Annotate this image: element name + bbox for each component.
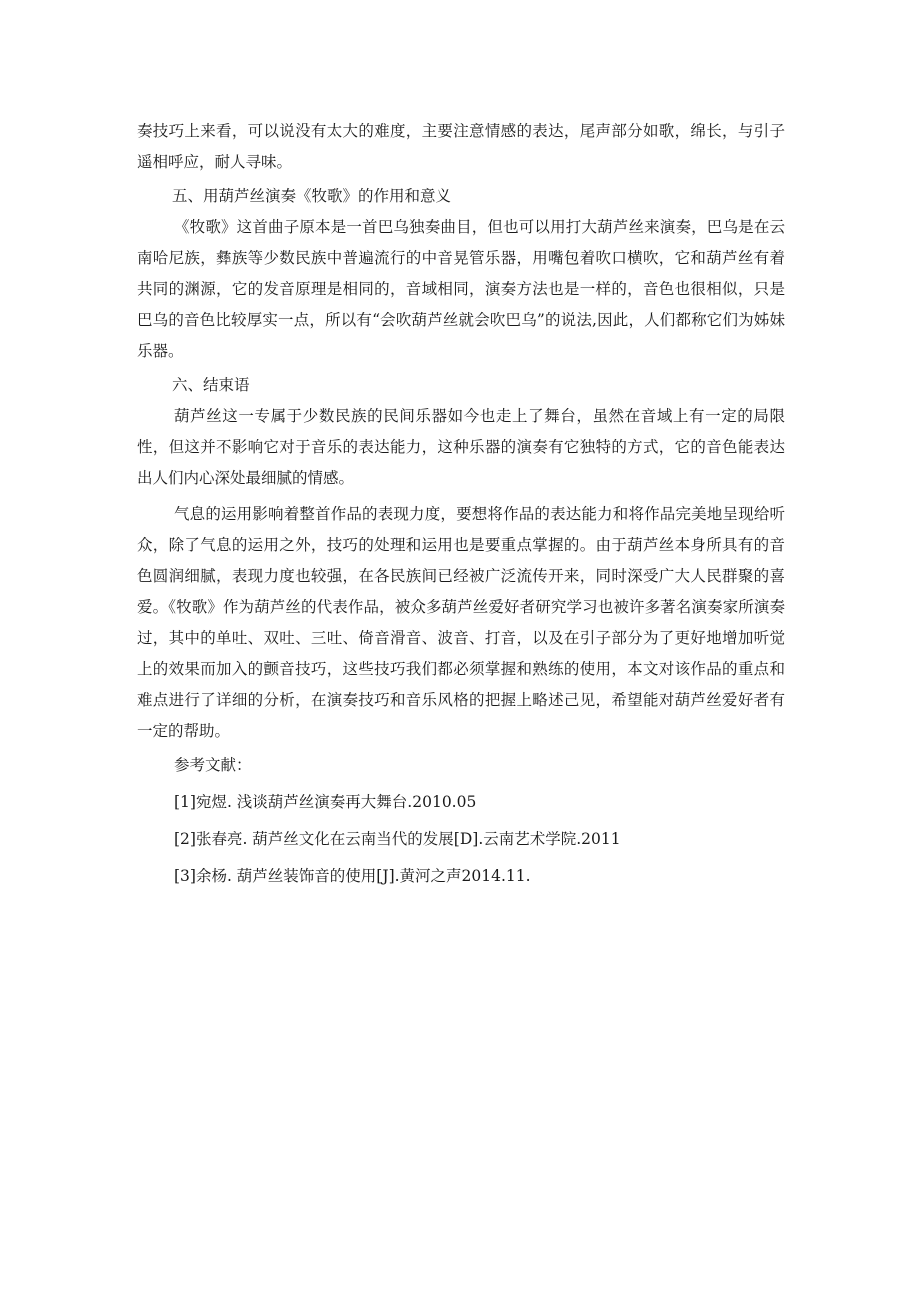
reference-item: [2]张春亮. 葫芦丝文化在云南当代的发展[D].云南艺术学院.2011 xyxy=(174,830,621,848)
paragraph-conclusion-2: 气息的运用影响着整首作品的表现力度，要想将作品的表达能力和将作品完美地呈现给听众，除了气息的运用之外，技巧的处理和运用也是要重点掌握的。由于葫芦丝本身所具有的音色圆润细腻，表现力度也较强，在各民族间已经被广泛流传开来，同时深受广大人民群聚的喜爱。《牧歌》作为葫芦丝的代表作品，被众多葫芦丝爱好者研究学习也被许多著名演奏家所演奏过，其中的单吐、双吐、三吐、倚音滑音、波音、打音，以及在引子部分为了更好地增加听觉上的效果而加入的颤音技巧，这些技巧我们都必须掌握和熟练的使用，本文对该作品的重点和难点进行了详细的分析，在演奏技巧和音乐风格的把握上略述己见，希望能对葫芦丝爱好者有一定的帮助。 xyxy=(137,505,785,740)
reference-item: [1]宛煜. 浅谈葫芦丝演奏再大舞台.2010.05 xyxy=(174,793,477,811)
paragraph-continuation: 奏技巧上来看，可以说没有太大的难度，主要注意情感的表达，尾声部分如歌，绵长，与引子遥相呼应，耐人寻味。 xyxy=(137,122,785,171)
reference-item: [3]余杨. 葫芦丝装饰音的使用[J].黄河之声2014.11. xyxy=(174,867,531,885)
document-page xyxy=(137,116,785,892)
references-list xyxy=(137,787,785,892)
paragraph-muge-bawu: 《牧歌》这首曲子原本是一首巴乌独奏曲目，但也可以用打大葫芦丝来演奏，巴乌是在云南哈尼族，彝族等少数民族中普遍流行的中音晃管乐器，用嘴包着吹口横吹，它和葫芦丝有着共同的渊源，它的发音原理是相同的，音域相同，演奏方法也是一样的，音色也很相似，只是巴乌的音色比较厚实一点，所以有“会吹葫芦丝就会吹巴乌”的说法,因此，人们都称它们为姊妹乐器。 xyxy=(137,218,785,360)
section-heading-6: 六、结束语 xyxy=(172,376,250,394)
paragraph-conclusion-1: 葫芦丝这一专属于少数民族的民间乐器如今也走上了舞台，虽然在音域上有一定的局限性，但这并不影响它对于音乐的表达能力，这种乐器的演奏有它独特的方式，它的音色能表达出人们内心深处最细腻的情感。 xyxy=(137,407,785,487)
section-heading-5: 五、用葫芦丝演奏《牧歌》的作用和意义 xyxy=(172,187,452,205)
references-title: 参考文献： xyxy=(174,756,252,774)
